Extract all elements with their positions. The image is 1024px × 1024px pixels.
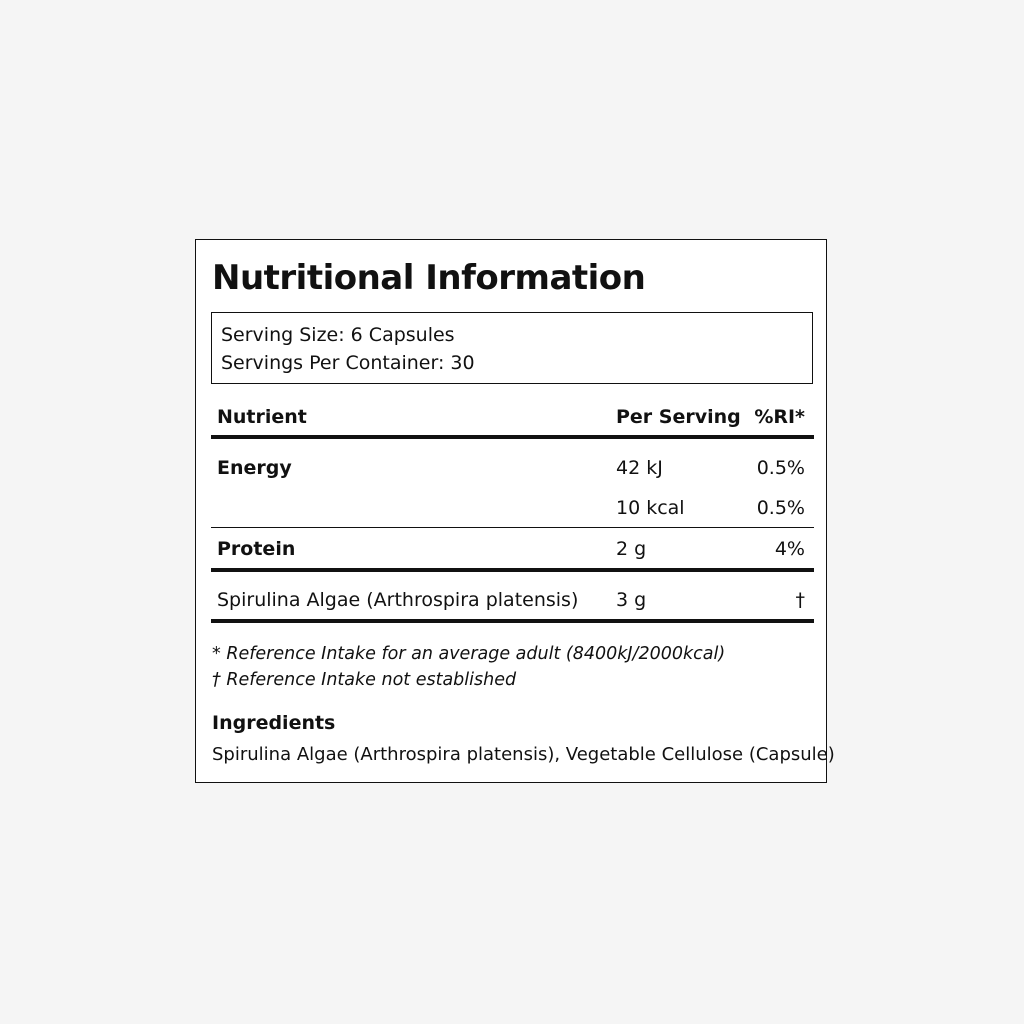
servings-per-container: Servings Per Container: 30 <box>221 352 475 374</box>
nutrient-energy: Energy <box>217 457 292 479</box>
table-bottom-rule <box>211 619 814 623</box>
ri-footnote: * Reference Intake for an average adult (8400kJ/2000kcal) <box>212 644 726 664</box>
nutrition-label-panel <box>195 239 835 783</box>
serving-info-box <box>211 312 813 384</box>
row-divider <box>211 527 814 528</box>
spirulina-value: 3 g <box>616 589 647 611</box>
energy-kcal-ri: 0.5% <box>756 497 805 519</box>
energy-kj-ri: 0.5% <box>756 457 805 479</box>
protein-ri: 4% <box>774 538 805 560</box>
protein-value: 2 g <box>616 538 647 560</box>
energy-kcal-value: 10 kcal <box>616 497 685 519</box>
header-rule <box>211 435 814 439</box>
energy-kj-value: 42 kJ <box>616 457 663 479</box>
serving-size: Serving Size: 6 Capsules <box>221 324 455 346</box>
dagger-footnote: † Reference Intake not established <box>212 670 517 690</box>
spirulina-ri: † <box>795 589 805 611</box>
nutrient-protein: Protein <box>217 538 296 560</box>
header-per-serving: Per Serving <box>616 406 741 428</box>
nutrient-spirulina: Spirulina Algae (Arthrospira platensis) <box>217 589 579 611</box>
label-title: Nutritional Information <box>212 258 646 298</box>
header-nutrient: Nutrient <box>217 406 307 428</box>
ingredients-text: Spirulina Algae (Arthrospira platensis), Vegetable Cellulose (Capsule) <box>212 744 835 765</box>
section-rule <box>211 568 814 572</box>
header-ri: %RI* <box>754 406 805 428</box>
ingredients-heading: Ingredients <box>212 712 336 734</box>
